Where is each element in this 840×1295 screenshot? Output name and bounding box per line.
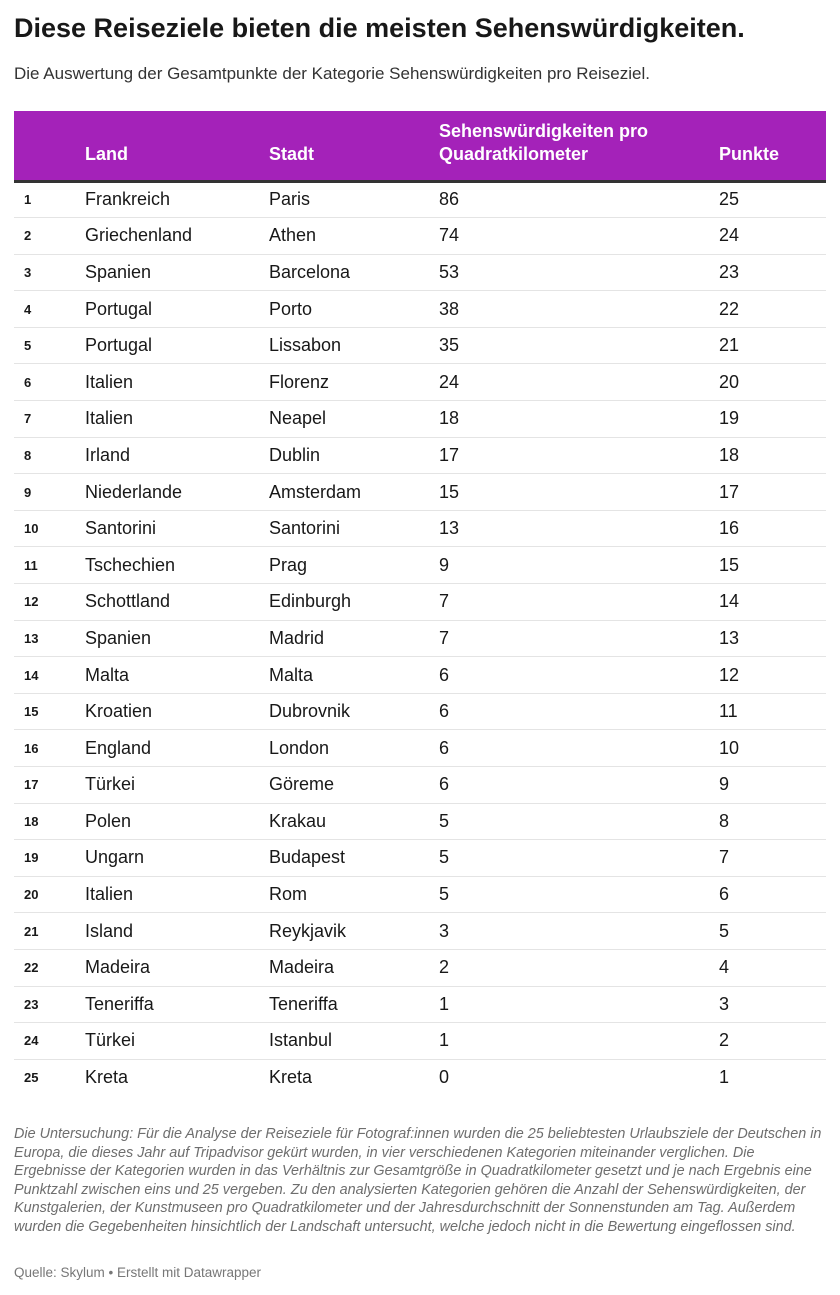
rank-cell: 17 <box>24 777 39 793</box>
land-cell: Portugal <box>85 335 153 356</box>
header-punkte[interactable]: Punkte <box>719 111 826 181</box>
dichte-cell: 74 <box>439 225 460 246</box>
table-row <box>14 181 826 218</box>
rank-cell: 5 <box>24 338 32 354</box>
dichte-cell: 0 <box>439 1067 450 1088</box>
stadt-cell: Madrid <box>269 627 325 648</box>
punkte-cell: 15 <box>719 554 740 575</box>
header-stadt[interactable]: Stadt <box>269 111 439 181</box>
rank-cell: 1 <box>24 192 32 208</box>
land-cell: Kroatien <box>85 701 153 722</box>
land-cell: Türkei <box>85 774 136 795</box>
stadt-cell: Krakau <box>269 810 327 831</box>
punkte-cell: 8 <box>719 810 730 831</box>
dichte-cell: 6 <box>439 774 450 795</box>
rank-cell: 24 <box>24 1033 39 1049</box>
punkte-cell: 17 <box>719 481 740 502</box>
dichte-cell: 6 <box>439 737 450 758</box>
stadt-cell: Rom <box>269 884 308 905</box>
rank-cell: 3 <box>24 264 32 280</box>
stadt-cell: Edinburgh <box>269 591 352 612</box>
punkte-cell: 23 <box>719 261 740 282</box>
rank-cell: 10 <box>24 521 39 537</box>
dichte-cell: 3 <box>439 920 450 941</box>
table-row <box>14 254 826 291</box>
rank-cell: 22 <box>24 960 39 976</box>
dichte-cell: 6 <box>439 664 450 685</box>
stadt-cell: Budapest <box>269 847 346 868</box>
table-row <box>14 1059 826 1096</box>
dichte-cell: 5 <box>439 884 450 905</box>
dichte-cell: 38 <box>439 298 460 319</box>
source-credit: Quelle: Skylum • Erstellt mit Datawrapper <box>14 1265 262 1280</box>
dichte-cell: 35 <box>439 335 460 356</box>
rank-cell: 15 <box>24 704 39 720</box>
punkte-cell: 16 <box>719 518 740 539</box>
dichte-cell: 2 <box>439 957 450 978</box>
land-cell: Italien <box>85 884 134 905</box>
chart-title: Diese Reiseziele bieten die meisten Sehenswürdigkeiten. <box>14 13 745 43</box>
rank-cell: 25 <box>24 1070 39 1086</box>
table-row <box>14 693 826 730</box>
table-row <box>14 291 826 328</box>
dichte-cell: 18 <box>439 408 460 429</box>
table-row <box>14 1023 826 1060</box>
dichte-cell: 1 <box>439 1030 450 1051</box>
rank-cell: 21 <box>24 923 39 939</box>
dichte-cell: 15 <box>439 481 460 502</box>
table-row <box>14 986 826 1023</box>
land-cell: Frankreich <box>85 189 171 210</box>
rank-cell: 7 <box>24 411 32 427</box>
rank-cell: 4 <box>24 301 32 317</box>
punkte-cell: 2 <box>719 1030 730 1051</box>
stadt-cell: Madeira <box>269 957 335 978</box>
dichte-cell: 13 <box>439 518 460 539</box>
punkte-cell: 24 <box>719 225 740 246</box>
land-cell: Santorini <box>85 518 157 539</box>
dichte-cell: 86 <box>439 189 460 210</box>
header-row <box>14 111 826 181</box>
land-cell: Polen <box>85 810 132 831</box>
header-land[interactable]: Land <box>85 111 269 181</box>
punkte-cell: 18 <box>719 444 740 465</box>
rank-cell: 13 <box>24 630 39 646</box>
punkte-cell: 21 <box>719 335 740 356</box>
rank-cell: 23 <box>24 996 39 1012</box>
rank-cell: 9 <box>24 484 32 500</box>
table-row <box>14 657 826 694</box>
punkte-cell: 11 <box>719 701 738 722</box>
dichte-cell: 6 <box>439 701 450 722</box>
header-rank[interactable] <box>14 111 85 181</box>
land-cell: England <box>85 737 152 758</box>
land-cell: Teneriffa <box>85 993 154 1014</box>
land-cell: Türkei <box>85 1030 136 1051</box>
dichte-cell: 5 <box>439 810 450 831</box>
punkte-cell: 13 <box>719 627 740 648</box>
dichte-cell: 1 <box>439 993 450 1014</box>
punkte-cell: 9 <box>719 774 730 795</box>
punkte-cell: 1 <box>719 1067 730 1088</box>
land-cell: Niederlande <box>85 481 183 502</box>
stadt-cell: Lissabon <box>269 335 342 356</box>
table-row <box>14 218 826 255</box>
table-row <box>14 876 826 913</box>
stadt-cell: Dubrovnik <box>269 701 351 722</box>
land-cell: Kreta <box>85 1067 129 1088</box>
table-row <box>14 364 826 401</box>
land-cell: Ungarn <box>85 847 145 868</box>
stadt-cell: Neapel <box>269 408 327 429</box>
header-dichte[interactable]: Sehenswürdigkeiten pro Quadratkilometer <box>439 111 719 181</box>
dichte-cell: 7 <box>439 591 450 612</box>
punkte-cell: 19 <box>719 408 740 429</box>
land-cell: Malta <box>85 664 130 685</box>
punkte-cell: 7 <box>719 847 730 868</box>
stadt-cell: Reykjavik <box>269 920 347 941</box>
land-cell: Madeira <box>85 957 151 978</box>
table-row <box>14 474 826 511</box>
stadt-cell: Porto <box>269 298 313 319</box>
stadt-cell: Teneriffa <box>269 993 338 1014</box>
rank-cell: 2 <box>24 228 32 244</box>
table-row <box>14 547 826 584</box>
dichte-cell: 24 <box>439 371 460 392</box>
rank-cell: 14 <box>24 667 39 683</box>
stadt-cell: Prag <box>269 554 308 575</box>
table-row <box>14 584 826 621</box>
stadt-cell: Santorini <box>269 518 341 539</box>
land-cell: Portugal <box>85 298 153 319</box>
table-header <box>14 111 826 181</box>
dichte-cell: 7 <box>439 627 450 648</box>
table-row <box>14 803 826 840</box>
rank-cell: 6 <box>24 374 32 390</box>
punkte-cell: 14 <box>719 591 740 612</box>
stadt-cell: Göreme <box>269 774 335 795</box>
punkte-cell: 3 <box>719 993 730 1014</box>
dichte-cell: 53 <box>439 261 460 282</box>
stadt-cell: Malta <box>269 664 314 685</box>
punkte-cell: 25 <box>719 189 740 210</box>
dichte-cell: 9 <box>439 554 450 575</box>
stadt-cell: Florenz <box>269 371 330 392</box>
data-table <box>14 111 826 1096</box>
land-cell: Spanien <box>85 261 152 282</box>
rank-cell: 12 <box>24 594 39 610</box>
punkte-cell: 22 <box>719 298 740 319</box>
dichte-cell: 5 <box>439 847 450 868</box>
punkte-cell: 4 <box>719 957 730 978</box>
punkte-cell: 5 <box>719 920 730 941</box>
stadt-cell: Paris <box>269 189 311 210</box>
stadt-cell: Kreta <box>269 1067 313 1088</box>
stadt-cell: Athen <box>269 225 317 246</box>
punkte-cell: 20 <box>719 371 740 392</box>
rank-cell: 19 <box>24 850 39 866</box>
punkte-cell: 12 <box>719 664 740 685</box>
table-row <box>14 437 826 474</box>
land-cell: Italien <box>85 408 134 429</box>
land-cell: Griechenland <box>85 225 193 246</box>
table-row <box>14 327 826 364</box>
rank-cell: 8 <box>24 447 32 463</box>
table-row <box>14 767 826 804</box>
methodology-notes: Die Untersuchung: Für die Analyse der Reiseziele für Fotograf:innen wurden die 25 beliebtesten Urlaubsziele der Deutschen in Europa, die dieses Jahr auf Tripadvisor gekürt wurden, in vier verschiedenen Kategorien miteinander verglichen. Die Ergebnisse der Kategorien wurden in das Verhältnis zur Gesamtgröße in Quadratkilometer gesetzt und je nach Ergebnis eine Punktzahl zwischen eins und 25 vergeben. Zu den analysierten Kategorien gehören die Anzahl der Sehenswürdigkeiten, der Kunstgalerien, der Kunstmuseen pro Quadratkilometer und der Jahresdurchschnitt der Sonnenstunden am Tag. Außerdem wurden die Gegebenheiten hinsichtlich der Landschaft untersucht, welche jedoch nicht in die Bewertung eingeflossen sind. <box>14 1126 822 1235</box>
stadt-cell: Istanbul <box>269 1030 333 1051</box>
rank-cell: 16 <box>24 740 39 756</box>
land-cell: Island <box>85 920 134 941</box>
table-row <box>14 401 826 438</box>
table-body <box>14 181 826 1096</box>
table-row <box>14 840 826 877</box>
land-cell: Tschechien <box>85 554 176 575</box>
rank-cell: 20 <box>24 887 39 903</box>
table-row <box>14 510 826 547</box>
table-row <box>14 730 826 767</box>
land-cell: Irland <box>85 444 131 465</box>
rank-cell: 18 <box>24 813 39 829</box>
land-cell: Spanien <box>85 627 152 648</box>
rank-cell: 11 <box>24 557 38 573</box>
stadt-cell: Amsterdam <box>269 481 362 502</box>
chart-subtitle: Die Auswertung der Gesamtpunkte der Kategorie Sehenswürdigkeiten pro Reiseziel. <box>14 64 650 83</box>
table-row <box>14 620 826 657</box>
land-cell: Schottland <box>85 591 171 612</box>
table-row <box>14 913 826 950</box>
table-row <box>14 949 826 986</box>
punkte-cell: 10 <box>719 737 740 758</box>
stadt-cell: Dublin <box>269 444 321 465</box>
punkte-cell: 6 <box>719 884 730 905</box>
stadt-cell: Barcelona <box>269 261 351 282</box>
stadt-cell: London <box>269 737 330 758</box>
dichte-cell: 17 <box>439 444 460 465</box>
land-cell: Italien <box>85 371 134 392</box>
